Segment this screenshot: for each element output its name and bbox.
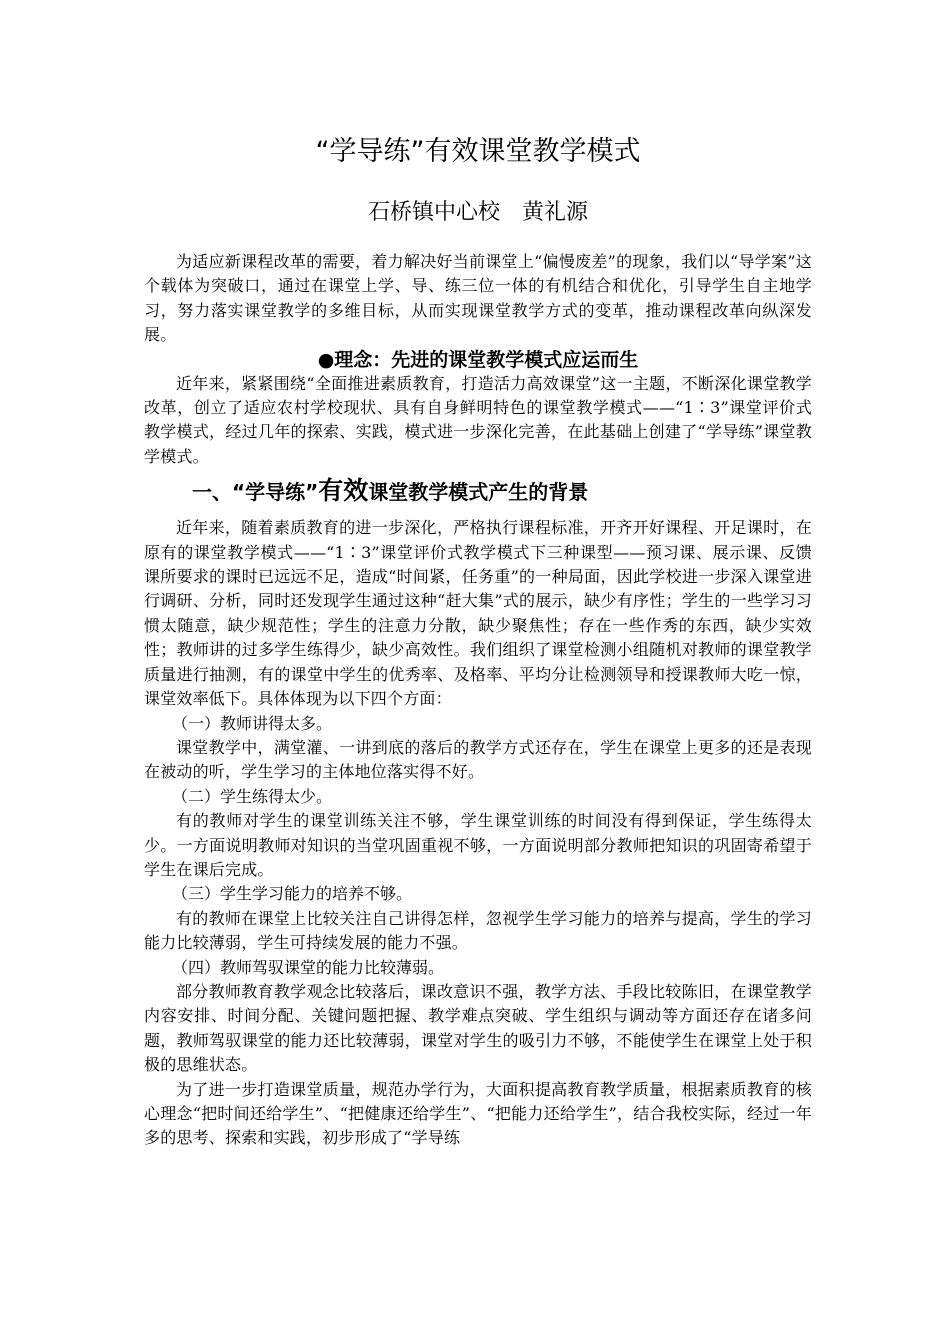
author-school: 石桥镇中心校 [367, 200, 500, 225]
section-one-heading-suffix: 课堂教学模式产生的背景 [368, 480, 589, 505]
point-text-4: 部分教师教育教学观念比较落后，课改意识不强，教学方法、手段比较陈旧，在课堂教学内容安排、时间分配、关键问题把握、教学难点突破、学生组织与调动等方面还存在诸多问题，教师驾驭课堂的能力还比较薄弱，课堂对学生的吸引力不够，不能使学生在课堂上处于积极的思维状态。 [144, 981, 812, 1075]
section-one-heading-prefix: 一、“学导练” [192, 480, 319, 505]
author-name: 黄礼源 [522, 200, 589, 225]
section-one-paragraph: 近年来，随着素质教育的进一步深化，严格执行课程标准，开齐开好课程、开足课时，在原有的课堂教学模式——“1∶3”课堂评价式教学模式下三种课型——预习课、展示课、反馈课所要求的课时已远远不足，造成“时间紧，任务重”的一种局面，因此学校进一步深入课堂进行调研、分析，同时还发现学生通过这种“赶大集”式的展示，缺少有序性；学生的一些学习习惯太随意，缺少规范性；学生的注意力分散，缺少聚焦性；存在一些作秀的东西，缺少实效性；教师讲的过多学生练得少，缺少高效性。我们组织了课堂检测小组随机对教师的课堂教学质量进行抽测，有的课堂中学生的优秀率、及格率、平均分让检测领导和授课教师大吃一惊，课堂效率低下。具体体现为以下四个方面： [144, 518, 812, 709]
point-label-4: （四）教师驾驭课堂的能力比较薄弱。 [172, 957, 445, 977]
point-label-1: （一）教师讲得太多。 [172, 713, 333, 733]
point-text-1: 课堂教学中，满堂灌、一讲到底的落后的教学方式还存在，学生在课堂上更多的还是表现在被动的听，学生学习的主体地位落实得不好。 [144, 737, 812, 782]
closing-paragraph: 为了进一步打造课堂质量，规范办学行为，大面积提高教育教学质量，根据素质教育的核心理念“把时间还给学生”、“把健康还给学生”、“把能力还给学生”，结合我校实际，经过一年多的思考、探索和实践，初步形成了“学导练 [144, 1079, 812, 1148]
concept-heading: ●理念：先进的课堂教学模式应运而生 [317, 348, 639, 371]
section-one-heading [192, 471, 812, 512]
document-page [144, 120, 812, 1151]
section-one-heading-emphasis: 有效 [318, 476, 369, 506]
intro-paragraph: 为适应新课程改革的需要，着力解决好当前课堂上“偏慢废差”的现象，我们以“导学案”这个载体为突破口，通过在课堂上学、导、练三位一体的有机结合和优化，引导学生自主地学习，努力落实课堂教学的多维目标，从而实现课堂教学方式的变革，推动课程改革向纵深发展。 [144, 252, 812, 345]
document-title: “学导练”有效课堂教学模式 [315, 136, 641, 167]
concept-paragraph: 近年来，紧紧围绕“全面推进素质教育，打造活力高效课堂”这一主题，不断深化课堂教学改革，创立了适应农村学校现状、具有自身鲜明特色的课堂教学模式——“1∶3”课堂评价式教学模式，经过几年的探索、实践，模式进一步深化完善，在此基础上创建了“学导练”课堂教学模式。 [144, 373, 812, 466]
point-text-2: 有的教师对学生的课堂训练关注不够，学生课堂训练的时间没有得到保证，学生练得太少。一方面说明教师对知识的当堂巩固重视不够，一方面说明部分教师把知识的巩固寄希望于学生在课后完成。 [144, 811, 812, 879]
point-label-2: （二）学生练得太少。 [172, 786, 333, 806]
author-line [144, 196, 812, 230]
point-text-3: 有的教师在课堂上比较关注自己讲得怎样，忽视学生学习能力的培养与提高，学生的学习能力比较薄弱，学生可持续发展的能力不强。 [144, 908, 812, 953]
point-label-3: （三）学生学习能力的培养不够。 [172, 884, 413, 904]
